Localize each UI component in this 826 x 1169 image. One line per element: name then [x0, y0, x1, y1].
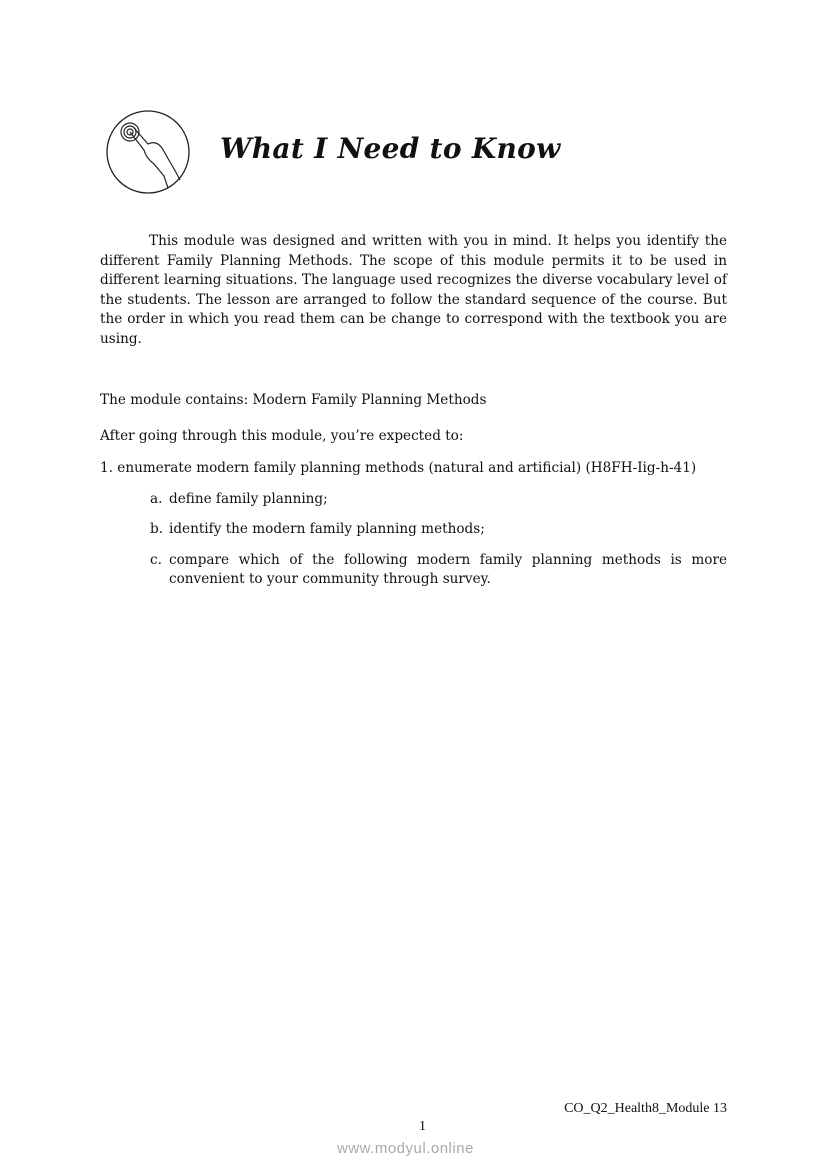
watermark: www.modyul.online — [337, 1140, 474, 1157]
list-item — [150, 490, 727, 510]
list-item — [150, 551, 727, 590]
page-number: 1 — [419, 1119, 426, 1134]
item-text: identify the modern family planning methods; — [169, 521, 485, 537]
item-text: compare which of the following modern family planning methods is more convenient to your community through survey. — [169, 551, 727, 587]
module-body — [100, 232, 727, 601]
hand-touch-icon — [106, 110, 190, 194]
list-item — [150, 520, 727, 540]
objective-1: 1. enumerate modern family planning methods (natural and artificial) (H8FH-Iig-h-41) — [100, 460, 697, 476]
subobjective-list — [150, 490, 727, 590]
footer-module-code: CO_Q2_Health8_Module 13 — [564, 1101, 727, 1116]
item-letter: b. — [150, 521, 164, 537]
module-contents: The module contains: Modern Family Planning Methods — [100, 392, 487, 408]
intro-paragraph: This module was designed and written with you in mind. It helps you identify the different Family Planning Methods. The scope of this module permits it to be used in different learning situations. The language used recognizes the diverse vocabulary level of the students. The lesson are arranged to follow the standard sequence of the course. But the order in which you read them can be change to correspond with the textbook you are using. — [100, 233, 727, 347]
page-title: What I Need to Know — [220, 132, 561, 165]
expectations-lead: After going through this module, you’re expected to: — [100, 427, 464, 444]
item-letter: a. — [150, 490, 163, 507]
item-letter: c. — [150, 551, 162, 568]
item-text: define family planning; — [169, 490, 328, 507]
